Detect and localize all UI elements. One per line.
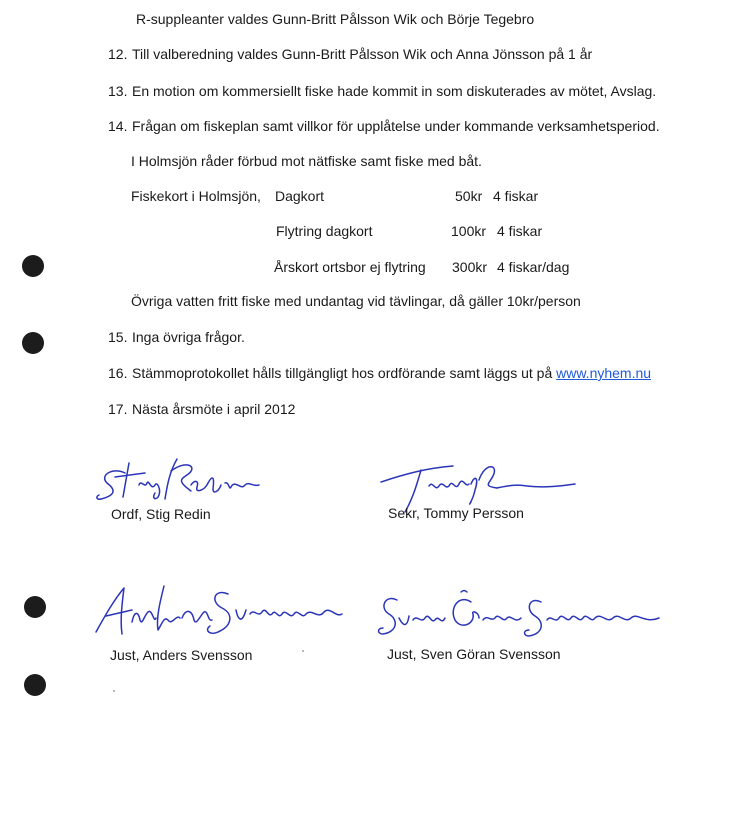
signature-caption-adjuster-2: Just, Sven Göran Svensson (387, 646, 561, 662)
item-number: 16. (108, 365, 128, 381)
permit-type: Årskort ortsbor ej flytring (274, 259, 426, 275)
permit-type: Dagkort (275, 188, 325, 204)
permit-type: Flytring dagkort (276, 223, 373, 239)
signature-caption-chair: Ordf, Stig Redin (111, 506, 211, 522)
permit-price: 300kr (452, 259, 488, 275)
item-text: Frågan om fiskeplan samt villkor för upplåtelse under kommande verksamhetsperiod. (132, 118, 660, 134)
permit-price: 50kr (455, 188, 483, 204)
signature-caption-adjuster-1: Just, Anders Svensson (110, 647, 253, 663)
item-number: 12. (108, 46, 128, 62)
permit-limit: 4 fiskar (493, 188, 539, 204)
item-text: Inga övriga frågor. (132, 329, 245, 345)
fishing-ban-line: I Holmsjön råder förbud mot nätfiske samt fiske med båt. (131, 153, 482, 169)
item-12 (108, 45, 592, 63)
punch-hole-4 (24, 674, 46, 696)
item-14 (108, 117, 660, 135)
continuation-line: R-suppleanter valdes Gunn-Britt Pålsson Wik och Börje Tegebro (136, 11, 535, 27)
permit-limit: 4 fiskar/dag (497, 259, 570, 275)
signature-caption-secretary: Sekr, Tommy Persson (388, 505, 524, 521)
item-text: En motion om kommersiellt fiske hade kommit in som diskuterades av mötet, Avslag. (132, 83, 657, 99)
item-number: 15. (108, 329, 128, 345)
website-link[interactable]: www.nyhem.nu (556, 365, 652, 381)
scan-speck (113, 690, 115, 692)
item-text: Nästa årsmöte i april 2012 (132, 401, 296, 417)
permit-limit: 4 fiskar (497, 223, 543, 239)
punch-hole-3 (24, 596, 46, 618)
item-number: 14. (108, 118, 128, 134)
punch-hole-2 (22, 332, 44, 354)
signature-sven-goran-svensson (375, 588, 665, 644)
other-waters-line: Övriga vatten fritt fiske med undantag vid tävlingar, då gäller 10kr/person (131, 293, 581, 309)
item-15 (108, 328, 245, 346)
punch-hole-1 (22, 255, 44, 277)
signature-stig-redin (95, 455, 265, 505)
permit-price: 100kr (451, 223, 487, 239)
item-number: 13. (108, 83, 128, 99)
item-17 (108, 400, 295, 418)
signature-anders-svensson (92, 580, 347, 640)
item-16 (108, 364, 651, 382)
item-13 (108, 82, 656, 100)
permit-lead: Fiskekort i Holmsjön, (131, 188, 261, 204)
item-text: Stämmoprotokollet hålls tillgängligt hos ordförande samt läggs ut på (132, 365, 553, 381)
scan-speck (302, 650, 304, 652)
item-text: Till valberedning valdes Gunn-Britt Pålsson Wik och Anna Jönsson på 1 år (132, 46, 593, 62)
item-number: 17. (108, 401, 128, 417)
